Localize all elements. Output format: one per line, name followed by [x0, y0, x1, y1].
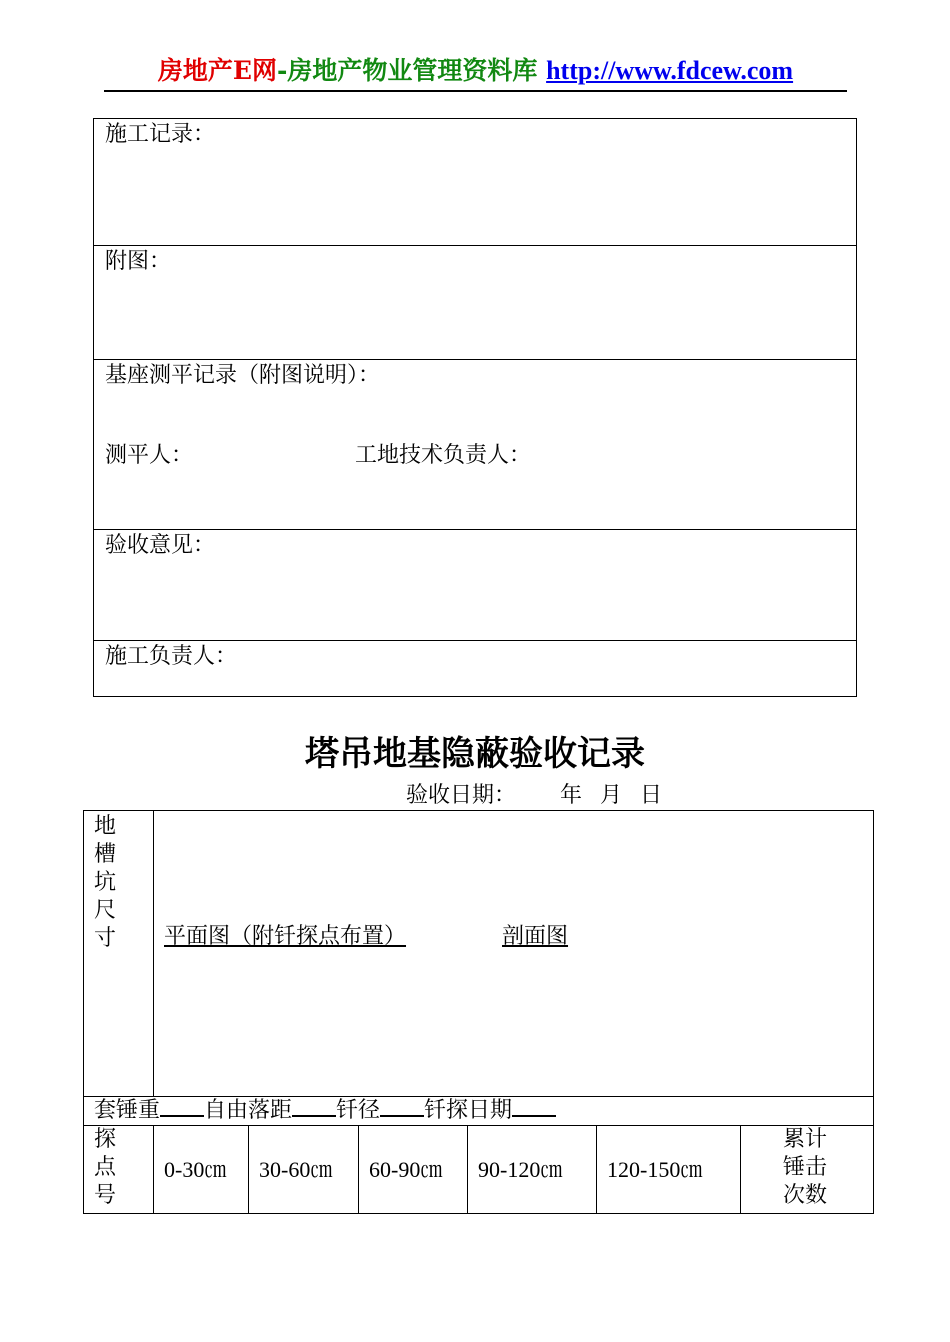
- depth-header-60-90: 60-90㎝: [359, 1126, 468, 1214]
- site-tech-lead-label: 工地技术负责人：: [355, 443, 532, 468]
- rod-diameter-label: 钎径: [336, 1098, 381, 1123]
- probe-no-char: 点: [94, 1155, 117, 1180]
- construction-record-table: [93, 118, 857, 697]
- pit-size-char: 槽: [94, 842, 117, 867]
- acceptance-opinion-cell: [94, 530, 857, 641]
- cumulative-blows-line: 次数: [783, 1183, 828, 1208]
- base-level-record-label: 基座测平记录（附图说明）：: [105, 363, 381, 388]
- construction-record-cell: [94, 119, 857, 246]
- probe-date-blank[interactable]: [512, 1097, 556, 1117]
- header-site-name: 房地产E网: [157, 56, 277, 85]
- construction-lead-cell: [94, 641, 857, 697]
- pit-size-char: 尺: [94, 898, 117, 923]
- free-fall-label: 自由落距: [204, 1098, 293, 1123]
- section-view-label: 剖面图: [502, 924, 569, 949]
- hammer-weight-blank[interactable]: [160, 1097, 204, 1117]
- year-label: 年: [560, 783, 583, 808]
- cumulative-blows-line: 累计: [783, 1127, 828, 1152]
- plan-view-label: 平面图（附钎探点布置）: [164, 924, 407, 949]
- depth-header-120-150: 120-150㎝: [597, 1126, 741, 1214]
- probe-no-char: 探: [94, 1127, 117, 1152]
- signatures-row: [105, 442, 845, 470]
- construction-lead-label: 施工负责人：: [105, 644, 238, 669]
- construction-record-label: 施工记录：: [105, 122, 216, 147]
- base-level-record-cell: [94, 360, 857, 530]
- acceptance-opinion-label: 验收意见：: [105, 533, 216, 558]
- day-label: 日: [640, 783, 663, 808]
- date-label: 验收日期：: [406, 783, 517, 808]
- header-subtitle: -房地产物业管理资料库: [276, 56, 538, 85]
- depth-header-30-60: 30-60㎝: [249, 1126, 359, 1214]
- cumulative-blows-line: 锤击: [783, 1155, 828, 1180]
- pit-size-char: 坑: [94, 870, 117, 895]
- drawing-area: [154, 811, 874, 1097]
- probe-date-label: 钎探日期: [424, 1098, 513, 1123]
- month-label: 月: [600, 783, 623, 808]
- foundation-acceptance-table: [83, 810, 874, 1214]
- probe-number-header: [84, 1126, 154, 1214]
- hammer-info-row: [84, 1097, 874, 1126]
- leveler-label: 测平人：: [105, 443, 194, 468]
- pit-size-label: [84, 811, 154, 1097]
- rod-diameter-blank[interactable]: [380, 1097, 424, 1117]
- depth-header-0-30: 0-30㎝: [154, 1126, 249, 1214]
- cumulative-blows-header: [741, 1126, 874, 1214]
- acceptance-date-line: [406, 782, 662, 810]
- page-title: 塔吊地基隐蔽验收记录: [305, 734, 645, 774]
- pit-size-char: 地: [94, 814, 117, 839]
- depth-header-90-120: 90-120㎝: [468, 1126, 597, 1214]
- attached-drawing-cell: [94, 246, 857, 360]
- pit-size-char: 寸: [94, 926, 117, 951]
- attached-drawing-label: 附图：: [105, 249, 172, 274]
- probe-no-char: 号: [94, 1183, 117, 1208]
- header-url-link[interactable]: http://www.fdcew.com: [546, 56, 794, 85]
- free-fall-blank[interactable]: [292, 1097, 336, 1117]
- page-header: [104, 52, 847, 92]
- hammer-weight-label: 套锤重: [94, 1098, 161, 1123]
